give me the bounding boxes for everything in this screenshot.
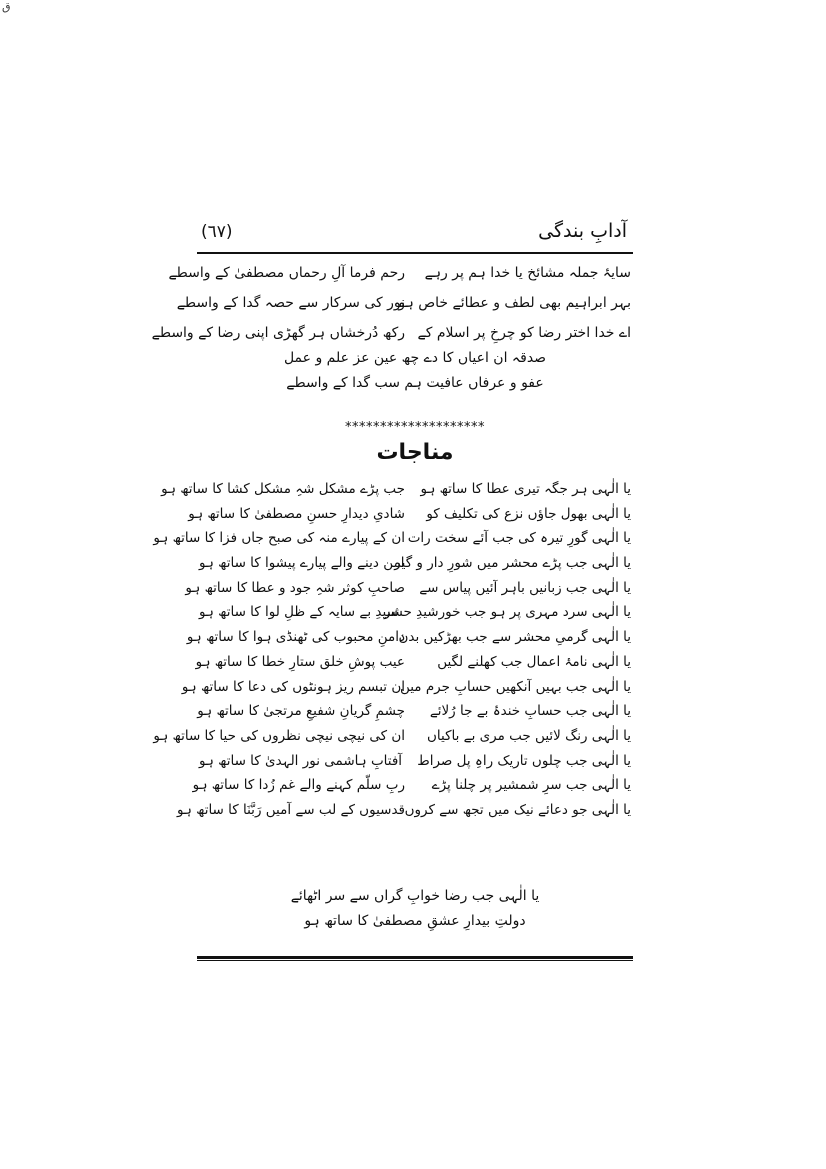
separator-stars: ******************** [345,420,485,435]
couplet-line: دولتِ بیدارِ عشقِ مصطفیٰ کا ساتھ ہو [304,913,526,929]
top-verses [151,258,633,348]
verse-line: یا الٰہی سرد مہری پر ہو جب خورشیدِ حشر [384,604,631,621]
page-header [197,218,633,254]
verse-line: یا الٰہی رنگ لائیں جب مری بے باکیاں [426,727,631,744]
verse-line: یا الٰہی نامۂ اعمال جب کھلنے لگیں [437,653,631,670]
verse-line: یا الٰہی جب زبانیں باہر آئیں پیاس سے [419,579,631,596]
verse-line: ربِ سلّم کہنے والے غم زُدا کا ساتھ ہو [192,777,405,794]
verse-line: آفتابِ ہاشمی نور الہدیٰ کا ساتھ ہو [199,752,403,769]
verse-line: اے خدا اختر رضا کو چرخِ پر اسلام کے [417,325,631,341]
verse-line: عیب پوشِ خلق ستارِ خطا کا ساتھ ہو [195,653,405,670]
verse-line: جب پڑے مشکل شہِ مشکل کشا کا ساتھ ہو [161,481,405,497]
footer-rule [197,956,633,959]
verse-line: یا الٰہی جب حسابِ خندۂ بے جا رُلائے [429,703,631,720]
verse-line: چشمِ گریانِ شفیعِ مرتجیٰ کا ساتھ ہو [197,703,405,720]
verse-line: نور کی سرکار سے حصہ گدا کے واسطے [176,295,405,311]
verse-line: یا الٰہی گرمیِ محشر سے جب بھڑکیں بدن [398,629,631,646]
verse-line: یا الٰہی بھول جاؤں نزع کی تکلیف کو [426,505,631,522]
corner-mark: ق [2,0,11,13]
page-number: (٦٧) [201,222,233,242]
section-heading: مناجات [376,440,454,465]
verse-line: امن دینے والے پیارے پیشوا کا ساتھ ہو [199,555,405,572]
verse-line: ان تبسم ریز ہونٹوں کی دعا کا ساتھ ہو [181,678,405,695]
munajat-verses [153,477,633,823]
verse-line: دامنِ محبوب کی ٹھنڈی ہوا کا ساتھ ہو [186,629,405,646]
verse-line: ان کے پیارے منہ کی صبح جاں فزا کا ساتھ ہو [153,530,405,547]
verse-line: رکھ دُرخشاں ہر گھڑی اپنی رضا کے واسطے [151,325,405,341]
verse-line: سایۂ جملہ مشائخ یا خدا ہم پر رہے [424,265,631,281]
verse-line: سیدِ بے سایہ کے ظلِ لوا کا ساتھ ہو [199,604,398,621]
verse-line: یا الٰہی جب چلوں تاریک راہِ پل صراط [417,752,631,769]
couplet-line: یا الٰہی جب رضا خوابِ گراں سے سر اٹھائے [290,888,540,904]
verse-line: یا الٰہی جب پڑے محشر میں شورِ دار و گیر [394,555,631,572]
couplet-line: صدقہ ان اعیاں کا دے چھ عین عز علم و عمل [283,350,547,366]
verse-line: یا الٰہی جب بہیں آنکھیں حسابِ جرم میں [399,678,631,695]
verse-line: قدسیوں کے لب سے آمیں رَبَّنَا کا ساتھ ہو [176,801,405,818]
verse-line: ان کی نیچی نیچی نظروں کی حیا کا ساتھ ہو [153,727,405,744]
verse-line: شادیِ دیدارِ حسنِ مصطفیٰ کا ساتھ ہو [188,505,405,522]
book-title: آدابِ بندگی [538,220,627,242]
verse-line: یا الٰہی ہر جگہ تیری عطا کا ساتھ ہو [420,481,631,497]
couplet-top [197,346,633,396]
verse-line: یا الٰہی جو دعائے نیک میں تجھ سے کروں [404,801,631,818]
couplet-bottom [197,884,633,934]
couplet-line: عفو و عرفاں عافیت ہم سب گدا کے واسطے [286,375,544,391]
verse-line: صاحبِ کوثر شہِ جود و عطا کا ساتھ ہو [185,579,405,596]
verse-line: یا الٰہی جب سرِ شمشیر پر چلنا پڑے [431,777,631,794]
verse-line: یا الٰہی گورِ تیرہ کی جب آئے سخت رات [407,530,631,547]
verse-line: رحم فرما آلِ رحماں مصطفیٰ کے واسطے [168,265,405,281]
header-rule [197,252,633,254]
verse-line: بہر ابراہیم بھی لطف و عطائے خاص ہو [398,295,631,311]
